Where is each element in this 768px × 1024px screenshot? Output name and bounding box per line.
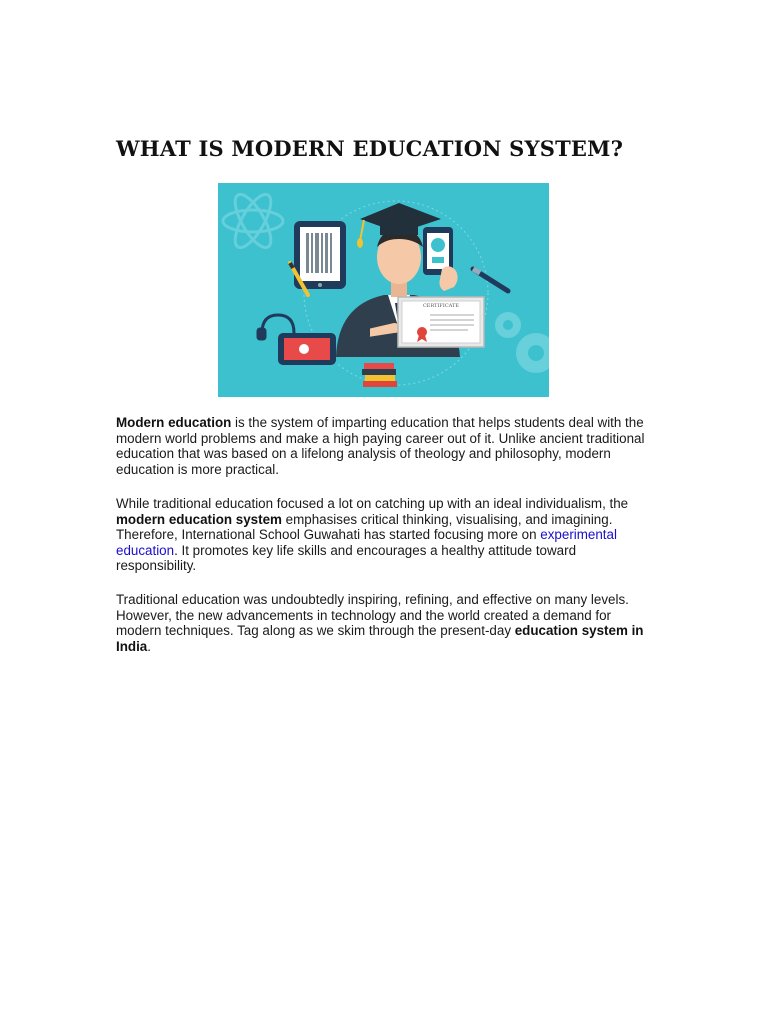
paragraph-intro xyxy=(116,415,656,477)
paragraph-text: emphasises critical thinking, visualising, and imagining. Therefore, International School Guwahati has started focusing more on xyxy=(116,511,613,542)
certificate-icon xyxy=(398,297,484,347)
paragraph-text: . xyxy=(147,638,151,654)
paragraph-text: is the system of imparting education that helps students deal with the modern world problems and make a high paying career out of it. Unlike ancient traditional education that was based on a lifelong analysis of theology and philosophy, modern education is more practical. xyxy=(116,415,645,477)
bold-term: Modern education xyxy=(116,415,232,430)
paragraph-text: Traditional education was undoubtedly inspiring, refining, and effective on many levels. However, the new advancements in technology and the world created a demand for modern techniques. Tag along as we skim through the present-day xyxy=(116,592,629,638)
bold-term: modern education system xyxy=(116,511,282,527)
tablet-icon xyxy=(294,221,346,289)
bold-term: education system in India xyxy=(116,623,644,654)
paragraph-traditional-vs-modern xyxy=(116,496,656,574)
paragraph-text: . It promotes key life skills and encourages a healthy attitude toward responsibility. xyxy=(116,542,577,573)
paragraph-advancements xyxy=(116,592,656,654)
graduate-illustration xyxy=(218,183,549,397)
experimental-education-link[interactable]: experimental education xyxy=(116,527,617,558)
paragraph-text: While traditional education focused a lot on catching up with an ideal individualism, the xyxy=(116,496,629,511)
books-icon xyxy=(362,363,397,387)
page-title: WHAT IS MODERN EDUCATION SYSTEM? xyxy=(116,136,624,161)
hero-illustration xyxy=(218,183,549,397)
certificate-heading: CERTIFICATE xyxy=(422,303,460,309)
mobile-video-icon xyxy=(278,333,336,365)
